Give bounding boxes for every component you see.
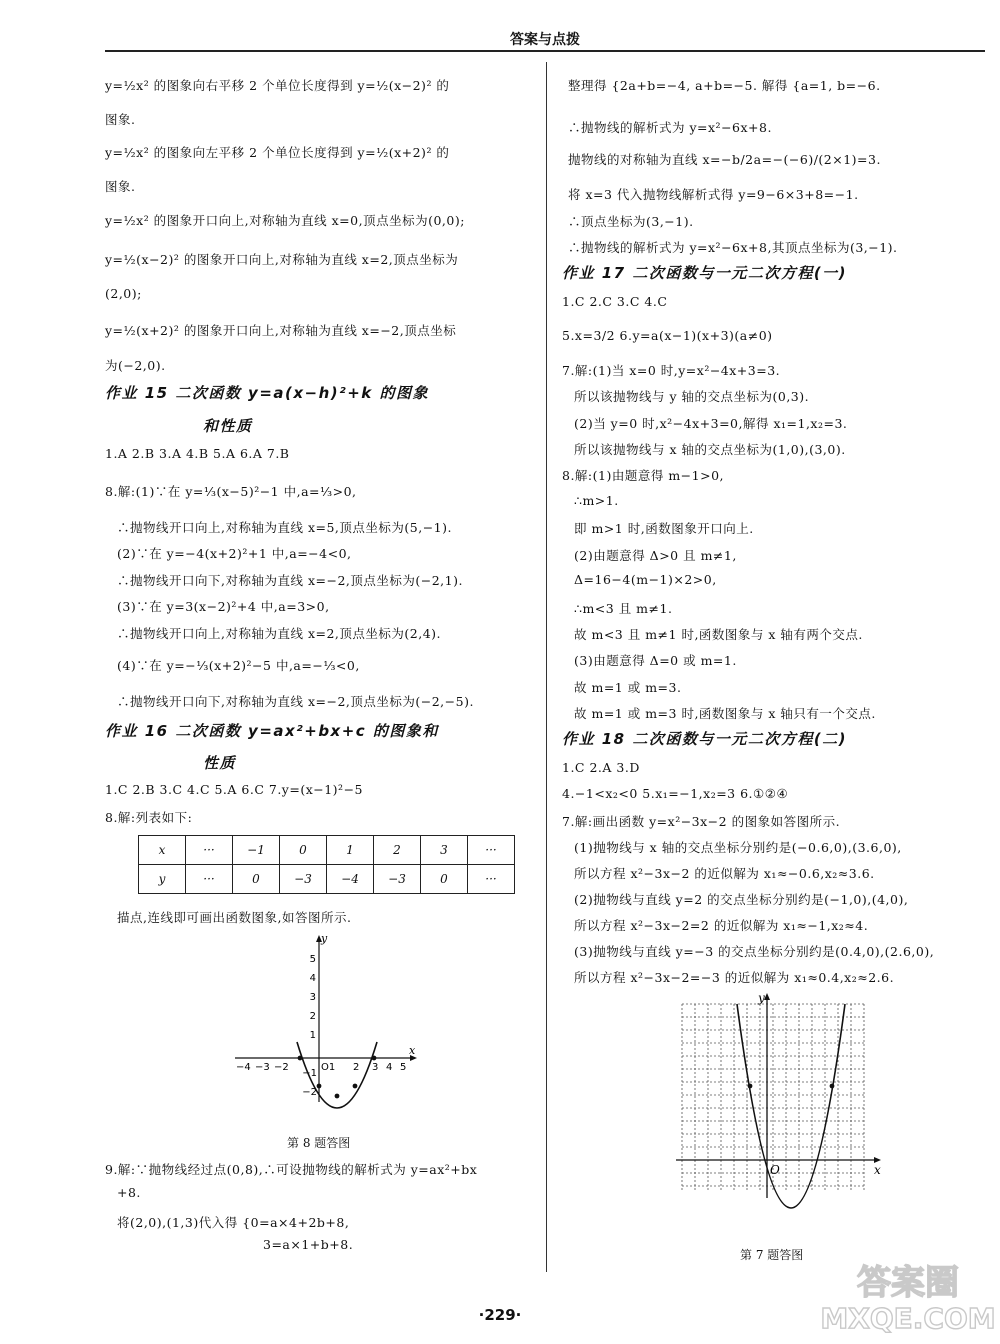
table-cell: −3	[374, 865, 421, 894]
figure-caption: 第 7 题答图	[740, 1248, 804, 1262]
answer-line: +8.	[117, 1185, 141, 1200]
plot-point	[353, 1084, 358, 1089]
answer-line: 7.解:画出函数 y=x²−3x−2 的图象如答图所示.	[562, 814, 841, 829]
answer-line: y=½x² 的图象向右平移 2 个单位长度得到 y=½(x−2)² 的	[105, 78, 450, 93]
table-cell: −3	[280, 865, 327, 894]
svg-text:答案圈: 答案圈	[857, 1263, 959, 1303]
y-tick-label: 4	[309, 973, 316, 984]
answer-line: 故 m<3 且 m≠1 时,函数图象与 x 轴有两个交点.	[574, 627, 863, 642]
answer-line: ∴抛物线开口向下,对称轴为直线 x=−2,顶点坐标为(−2,−5).	[117, 694, 474, 709]
answer-line: ∴抛物线的解析式为 y=x²−6x+8.	[568, 120, 772, 135]
x-tick-label: 2	[353, 1062, 360, 1073]
answer-line: 所以方程 x²−3x−2 的近似解为 x₁≈−0.6,x₂≈3.6.	[574, 866, 875, 881]
answer-line: 1.A 2.B 3.A 4.B 5.A 6.A 7.B	[105, 446, 290, 461]
plot-point	[298, 1056, 303, 1061]
answer-line: 9.解:∵抛物线经过点(0,8),∴可设抛物线的解析式为 y=ax²+bx	[105, 1162, 478, 1177]
answer-line: ∴抛物线开口向上,对称轴为直线 x=2,顶点坐标为(2,4).	[117, 626, 442, 641]
values-table	[138, 835, 515, 894]
plot-point	[335, 1094, 340, 1099]
x-tick-label: 4	[386, 1062, 393, 1073]
answer-line: 所以该抛物线与 x 轴的交点坐标为(1,0),(3,0).	[574, 442, 846, 457]
answer-line: ∴m<3 且 m≠1.	[574, 601, 673, 616]
y-tick-label: −1	[302, 1068, 317, 1079]
section-title-16-cont: 性质	[203, 754, 237, 772]
answer-line: ∴抛物线开口向下,对称轴为直线 x=−2,顶点坐标为(−2,1).	[117, 573, 463, 588]
answer-line: Δ=16−4(m−1)×2>0,	[574, 572, 717, 587]
answer-line: 图象.	[105, 112, 136, 127]
answer-line: (3)∵在 y=3(x−2)²+4 中,a=3>0,	[117, 599, 330, 614]
table-cell: 1	[327, 836, 374, 865]
section-title-17: 作业 17 二次函数与一元二次方程(一)	[562, 264, 848, 282]
table-cell: x	[139, 836, 186, 865]
answer-line: (1)抛物线与 x 轴的交点坐标分别约是(−0.6,0),(3.6,0),	[574, 840, 902, 855]
page-header-title: 答案与点拨	[510, 32, 580, 48]
answer-line: 1.C 2.B 3.C 4.C 5.A 6.C 7.y=(x−1)²−5	[105, 782, 363, 797]
table-cell: ···	[468, 865, 515, 894]
plot-point	[830, 1084, 835, 1089]
answer-line: 抛物线的对称轴为直线 x=−b/2a=−(−6)/(2×1)=3.	[568, 152, 881, 167]
table-cell: y	[139, 865, 186, 894]
answer-line: 为(−2,0).	[105, 358, 166, 373]
answer-line: 8.解:(1)∵在 y=⅓(x−5)²−1 中,a=⅓>0,	[105, 484, 357, 499]
answer-line: 8.解:(1)由题意得 m−1>0,	[562, 468, 724, 483]
answer-line: 描点,连线即可画出函数图象,如答图所示.	[117, 910, 352, 925]
answer-line: y=½x² 的图象开口向上,对称轴为直线 x=0,顶点坐标为(0,0);	[105, 213, 465, 228]
y-tick-label: 3	[309, 992, 316, 1003]
answer-line: 3=a×1+b+8.	[263, 1237, 354, 1252]
answer-line: ∴顶点坐标为(3,−1).	[568, 214, 694, 229]
y-tick-label: 1	[309, 1030, 316, 1041]
answer-line: (2)抛物线与直线 y=2 的交点坐标分别约是(−1,0),(4,0),	[574, 892, 909, 907]
answer-line: 整理得 {2a+b=−4, a+b=−5. 解得 {a=1, b=−6.	[568, 78, 881, 93]
x-tick-label: O1	[321, 1062, 336, 1073]
table-row	[139, 836, 515, 865]
answer-line: 5.x=3/2 6.y=a(x−1)(x+3)(a≠0)	[562, 328, 773, 343]
table-cell: 0	[280, 836, 327, 865]
svg-text:MXQE.COM: MXQE.COM	[820, 1302, 996, 1335]
answer-line: y=½(x−2)² 的图象开口向上,对称轴为直线 x=2,顶点坐标为	[105, 252, 459, 267]
figure-caption: 第 8 题答图	[287, 1136, 351, 1150]
origin-label: O	[770, 1163, 780, 1177]
parabola-grid-graph-7	[674, 992, 894, 1202]
table-cell: −4	[327, 865, 374, 894]
answer-line: 所以方程 x²−3x−2=2 的近似解为 x₁≈−1,x₂≈4.	[574, 918, 869, 933]
answer-line: (2)由题意得 Δ>0 且 m≠1,	[574, 548, 737, 563]
page-header	[105, 26, 985, 52]
answer-line: 将 x=3 代入抛物线解析式得 y=9−6×3+8=−1.	[568, 187, 859, 202]
table-cell: ···	[186, 865, 233, 894]
column-divider	[546, 62, 547, 1272]
answer-line: 图象.	[105, 179, 136, 194]
plot-point	[372, 1056, 377, 1061]
answer-line: y=½x² 的图象向左平移 2 个单位长度得到 y=½(x+2)² 的	[105, 145, 450, 160]
section-title-16: 作业 16 二次函数 y=ax²+bx+c 的图象和	[105, 722, 439, 740]
table-cell: 2	[374, 836, 421, 865]
answer-line: 将(2,0),(1,3)代入得 {0=a×4+2b+8,	[117, 1215, 350, 1230]
y-tick-label: −2	[302, 1087, 317, 1098]
x-tick-label: −3	[255, 1062, 270, 1073]
answer-line: y=½(x+2)² 的图象开口向上,对称轴为直线 x=−2,顶点坐标	[105, 323, 457, 338]
answer-line: 所以方程 x²−3x−2=−3 的近似解为 x₁≈0.4,x₂≈2.6.	[574, 970, 895, 985]
answer-line: 1.C 2.C 3.C 4.C	[562, 294, 668, 309]
answer-line: (3)抛物线与直线 y=−3 的交点坐标分别约是(0.4,0),(2.6,0),	[574, 944, 935, 959]
answer-line: 故 m=1 或 m=3 时,函数图象与 x 轴只有一个交点.	[574, 706, 876, 721]
x-axis-label: x	[874, 1163, 881, 1177]
table-cell: 0	[421, 865, 468, 894]
x-tick-label: 3	[372, 1062, 379, 1073]
parabola-curve	[737, 1004, 845, 1208]
page-number: ·229·	[478, 1306, 522, 1324]
y-tick-label: 2	[309, 1011, 316, 1022]
answer-line: 所以该抛物线与 y 轴的交点坐标为(0,3).	[574, 389, 810, 404]
answer-line: ∴抛物线开口向上,对称轴为直线 x=5,顶点坐标为(5,−1).	[117, 520, 452, 535]
x-tick-label: −2	[274, 1062, 289, 1073]
answer-line: ∴m>1.	[574, 493, 619, 508]
section-title-15-cont: 和性质	[203, 417, 253, 435]
x-axis-label: x	[409, 1044, 416, 1057]
table-cell: 3	[421, 836, 468, 865]
answer-line: 1.C 2.A 3.D	[562, 760, 640, 775]
answer-line: (2)当 y=0 时,x²−4x+3=0,解得 x₁=1,x₂=3.	[574, 416, 848, 431]
answer-line: 即 m>1 时,函数图象开口向上.	[574, 521, 754, 536]
table-cell: ···	[186, 836, 233, 865]
y-axis-label: y	[758, 991, 765, 1005]
plot-point	[748, 1084, 753, 1089]
table-cell: 0	[233, 865, 280, 894]
parabola-graph-8	[231, 932, 421, 1108]
answer-line: 4.−1<x₂<0 5.x₁=−1,x₂=3 6.①②④	[562, 786, 789, 801]
answer-line: (3)由题意得 Δ=0 或 m=1.	[574, 653, 737, 668]
answer-line: (2)∵在 y=−4(x+2)²+1 中,a=−4<0,	[117, 546, 352, 561]
table-cell: −1	[233, 836, 280, 865]
section-title-15: 作业 15 二次函数 y=a(x−h)²+k 的图象	[105, 384, 429, 402]
answer-line: 7.解:(1)当 x=0 时,y=x²−4x+3=3.	[562, 363, 781, 378]
watermark-logo	[820, 1256, 996, 1336]
y-axis-arrow	[764, 993, 770, 1000]
section-title-18: 作业 18 二次函数与一元二次方程(二)	[562, 730, 848, 748]
y-tick-label: 5	[309, 954, 316, 965]
answer-line: 故 m=1 或 m=3.	[574, 680, 682, 695]
answer-line: ∴抛物线的解析式为 y=x²−6x+8,其顶点坐标为(3,−1).	[568, 240, 898, 255]
x-tick-label: 5	[400, 1062, 407, 1073]
table-row	[139, 865, 515, 894]
x-tick-label: −4	[236, 1062, 251, 1073]
answer-line: (2,0);	[105, 286, 142, 301]
answer-line: 8.解:列表如下:	[105, 810, 193, 825]
y-axis-label: y	[321, 932, 328, 945]
table-cell: ···	[468, 836, 515, 865]
answer-line: (4)∵在 y=−⅓(x+2)²−5 中,a=−⅓<0,	[117, 658, 360, 673]
plot-point	[317, 1084, 322, 1089]
